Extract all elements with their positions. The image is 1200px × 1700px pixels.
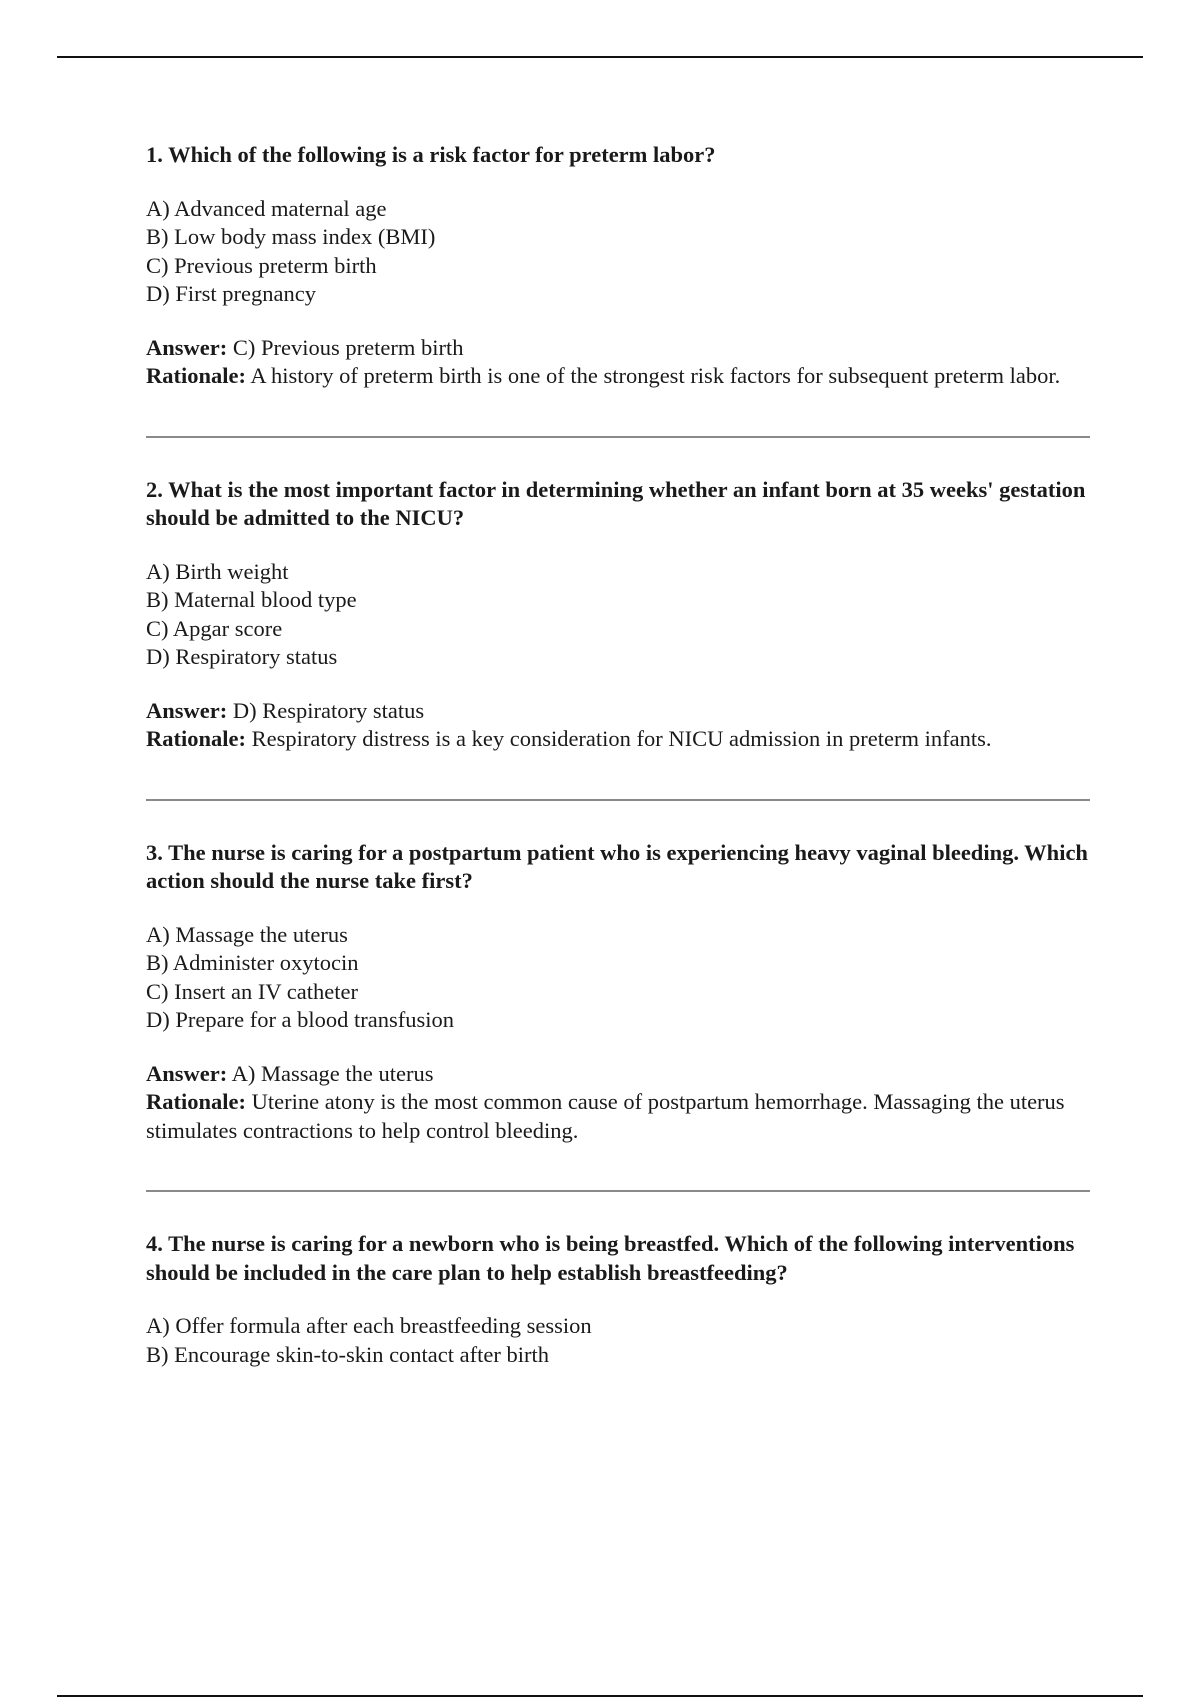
option-d: D) First pregnancy xyxy=(146,281,316,306)
answer-label: Answer: xyxy=(146,697,228,723)
answer-line xyxy=(146,1060,1090,1089)
page-top-rule xyxy=(57,56,1143,58)
question-divider xyxy=(146,436,1090,438)
answer-label: Answer: xyxy=(146,334,228,360)
answer-value: A) Massage the uterus xyxy=(231,1060,434,1086)
question-text: 4. The nurse is caring for a newborn who is being breastfed. Which of the following interventions should be included in the care plan to help establish breastfeeding? xyxy=(146,1231,1075,1285)
question-block-2 xyxy=(146,476,1090,754)
rationale-text: A history of preterm birth is one of the strongest risk factors for subsequent preterm labor. xyxy=(250,363,1061,388)
option-d: D) Prepare for a blood transfusion xyxy=(146,1007,455,1032)
rationale-label: Rationale: xyxy=(146,1089,246,1114)
question-divider xyxy=(146,1190,1090,1192)
option-a: A) Massage the uterus xyxy=(146,921,348,947)
option-c: C) Previous preterm birth xyxy=(146,252,377,278)
question-block-4 xyxy=(146,1230,1090,1369)
question-text: 3. The nurse is caring for a postpartum patient who is experiencing heavy vaginal bleeding. Which action should the nurse take first? xyxy=(146,839,1088,893)
question-text: 2. What is the most important factor in determining whether an infant born at 35 weeks' gestation should be admitted to the NICU? xyxy=(146,476,1086,530)
option-b: B) Low body mass index (BMI) xyxy=(146,224,436,249)
rationale-text: Uterine atony is the most common cause of postpartum hemorrhage. Massaging the uterus stimulates contractions to help control bleeding. xyxy=(146,1089,1065,1143)
option-b: B) Administer oxytocin xyxy=(146,950,359,975)
option-a: A) Birth weight xyxy=(146,558,289,584)
option-b: B) Encourage skin-to-skin contact after birth xyxy=(146,1341,549,1367)
answer-options xyxy=(146,195,1090,309)
answer-line xyxy=(146,697,1090,726)
option-b: B) Maternal blood type xyxy=(146,587,357,612)
question-block-3 xyxy=(146,839,1090,1146)
option-d: D) Respiratory status xyxy=(146,644,338,669)
rationale-line xyxy=(146,362,1090,391)
rationale-line xyxy=(146,1088,1090,1145)
option-a: A) Advanced maternal age xyxy=(146,195,387,221)
option-a: A) Offer formula after each breastfeeding session xyxy=(146,1313,592,1338)
answer-value: C) Previous preterm birth xyxy=(232,334,464,360)
answer-options xyxy=(146,1312,1090,1369)
answer-options xyxy=(146,558,1090,672)
answer-options xyxy=(146,921,1090,1035)
page-bottom-rule xyxy=(57,1695,1143,1697)
question-divider xyxy=(146,799,1090,801)
answer-value: D) Respiratory status xyxy=(232,697,425,723)
question-block-1 xyxy=(146,141,1090,391)
rationale-label: Rationale: xyxy=(146,726,246,751)
rationale-line xyxy=(146,725,1090,754)
rationale-label: Rationale: xyxy=(146,363,246,388)
answer-label: Answer: xyxy=(146,1060,228,1086)
option-c: C) Apgar score xyxy=(146,615,283,641)
question-text: 1. Which of the following is a risk factor for preterm labor? xyxy=(146,142,716,167)
question-list xyxy=(146,141,1090,1394)
rationale-text: Respiratory distress is a key consideration for NICU admission in preterm infants. xyxy=(251,726,992,751)
option-c: C) Insert an IV catheter xyxy=(146,978,358,1004)
answer-line xyxy=(146,334,1090,363)
